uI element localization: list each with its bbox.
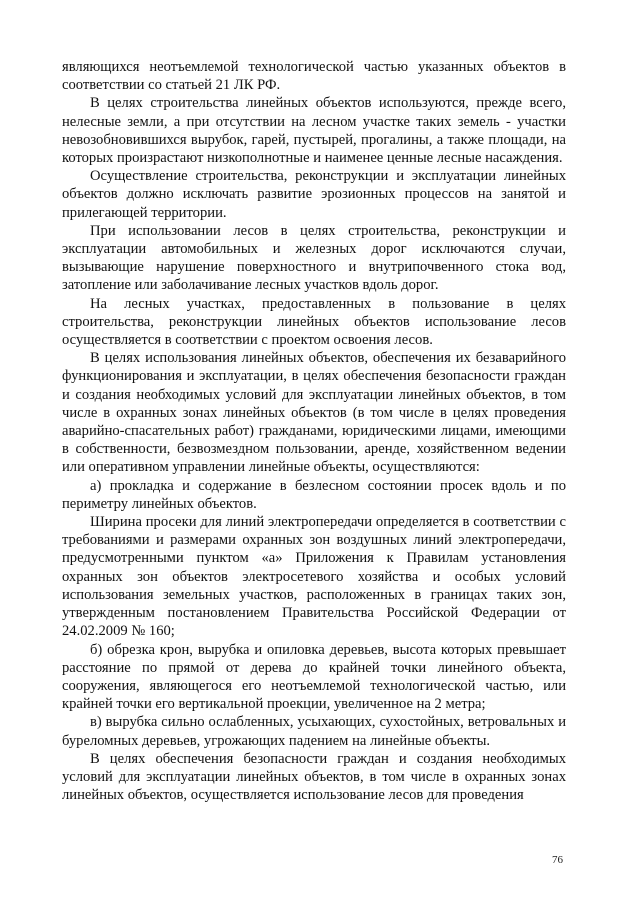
paragraph-clearing-width: Ширина просеки для линий электропередачи определяется в соответствии с требованиями и размерами охранных зон воздушных линий электропередачи, предусмотренными пунктом «а» Приложения к Правилам установления охранных зон объектов электросетевого хозяйства и особых условий использования земельных участков, расположенных в границах таких зон, утвержденным постановлением Правительства Российской Федерации от 24.02.2009 № 160; — [62, 514, 566, 640]
paragraph-linear-objects: В целях использования линейных объектов, обеспечения их безаварийного функционирования и эксплуатации, в целях обеспечения безопасности граждан и создания необходимых условий для эксплуатации линейных объектов, в том числе в охранных зонах линейных объектов (в том числе в целях проведения аварийно-спасательных работ) гражданами, юридическими лицами, имеющими в собственности, безвозмездном пользовании, аренде, хозяйственном ведении или оперативном управлении линейные объекты, осуществляются: — [62, 350, 566, 476]
paragraph-land-use: В целях строительства линейных объектов используются, прежде всего, нелесные земли, а при отсутствии на лесном участке таких земель - участки невозобновившихся вырубок, гарей, пустырей, прогалины, а также площади, на которых произрастают низкополнотные и наименее ценные лесные насаждения. — [62, 95, 566, 167]
paragraph-continuation: являющихся неотъемлемой технологической частью указанных объектов в соответствии со статьей 21 ЛК РФ. — [62, 59, 566, 94]
page-number: 76 — [552, 854, 563, 866]
list-item-a: а) прокладка и содержание в безлесном состоянии просек вдоль и по периметру линейных объектов. — [62, 477, 566, 512]
paragraph-roads: При использовании лесов в целях строительства, реконструкции и эксплуатации автомобильных и железных дорог исключаются случаи, вызывающие нарушение поверхностного и внутрипочвенного стока вод, затопление или заболачивание лесных участков вдоль дорог. — [62, 222, 566, 294]
paragraph-forest-plots: На лесных участках, предоставленных в пользование в целях строительства, реконструкции линейных объектов использование лесов осуществляется в соответствии с проектом освоения лесов. — [62, 295, 566, 349]
body-text — [62, 58, 566, 804]
paragraph-erosion: Осуществление строительства, реконструкции и эксплуатации линейных объектов должно исключать развитие эрозионных процессов на занятой и прилегающей территории. — [62, 168, 566, 221]
list-item-b: б) обрезка крон, вырубка и опиловка деревьев, высота которых превышает расстояние по прямой от дерева до крайней точки линейного объекта, сооружения, являющегося его неотъемлемой технологической частью, или крайней точки его вертикальной проекции, увеличенное на 2 метра; — [62, 641, 566, 713]
list-item-c: в) вырубка сильно ослабленных, усыхающих, сухостойных, ветровальных и буреломных деревьев, угрожающих падением на линейные объекты. — [62, 714, 566, 749]
paragraph-safety: В целях обеспечения безопасности граждан и создания необходимых условий для эксплуатации линейных объектов, в том числе в охранных зонах линейных объектов, осуществляется использование лесов для проведения — [62, 750, 566, 804]
